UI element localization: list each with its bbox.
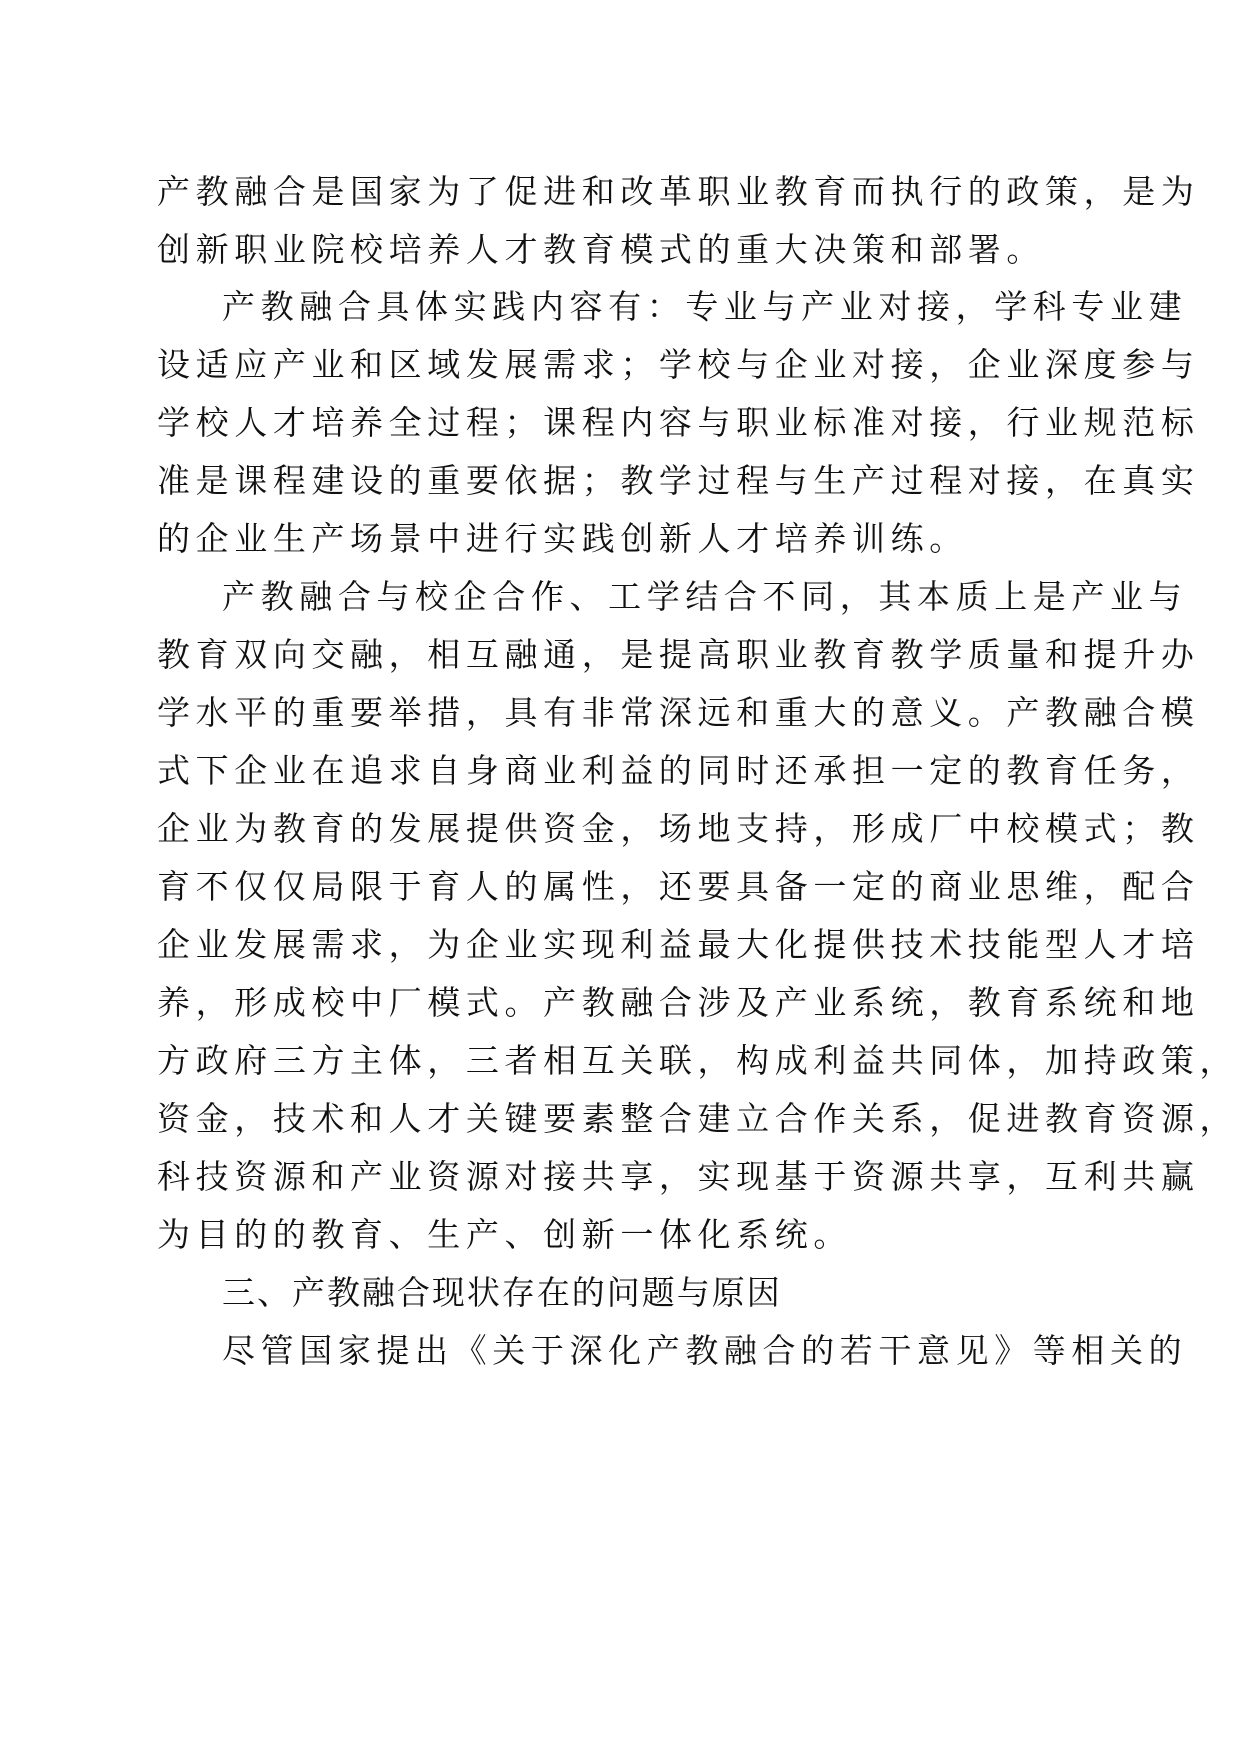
paragraph-3-line-9: 方政府三方主体，三者相互关联，构成利益共同体，加持政策，	[157, 1041, 1239, 1080]
section-heading: 三、产教融合现状存在的问题与原因	[222, 1273, 782, 1312]
paragraph-3-line-6: 育不仅仅局限于育人的属性，还要具备一定的商业思维，配合	[157, 867, 1200, 906]
paragraph-2-line-4: 准是课程建设的重要依据；教学过程与生产过程对接，在真实	[157, 461, 1200, 500]
paragraph-2-line-3: 学校人才培养全过程；课程内容与职业标准对接，行业规范标	[157, 403, 1200, 442]
paragraph-3-line-7: 企业发展需求，为企业实现利益最大化提供技术技能型人才培	[157, 925, 1200, 964]
paragraph-4-line-1: 尽管国家提出《关于深化产教融合的若干意见》等相关的	[222, 1331, 1188, 1370]
paragraph-3-line-12: 为目的的教育、生产、创新一体化系统。	[157, 1215, 852, 1254]
paragraph-3-line-3: 学水平的重要举措，具有非常深远和重大的意义。产教融合模	[157, 693, 1200, 732]
paragraph-1-line-1: 产教融合是国家为了促进和改革职业教育而执行的政策，是为	[157, 172, 1200, 211]
paragraph-3-line-2: 教育双向交融，相互融通，是提高职业教育教学质量和提升办	[157, 635, 1200, 674]
paragraph-2-line-5: 的企业生产场景中进行实践创新人才培养训练。	[157, 519, 968, 558]
paragraph-1-line-2: 创新职业院校培养人才教育模式的重大决策和部署。	[157, 230, 1046, 269]
paragraph-3-line-1: 产教融合与校企合作、工学结合不同，其本质上是产业与	[222, 577, 1188, 616]
paragraph-3-line-11: 科技资源和产业资源对接共享，实现基于资源共享，互利共赢	[157, 1157, 1200, 1196]
paragraph-2-line-1: 产教融合具体实践内容有：专业与产业对接，学科专业建	[222, 287, 1188, 326]
paragraph-3-line-10: 资金，技术和人才关键要素整合建立合作关系，促进教育资源，	[157, 1099, 1239, 1138]
paragraph-3-line-5: 企业为教育的发展提供资金，场地支持，形成厂中校模式；教	[157, 809, 1200, 848]
paragraph-3-line-8: 养，形成校中厂模式。产教融合涉及产业系统，教育系统和地	[157, 983, 1200, 1022]
paragraph-2-line-2: 设适应产业和区域发展需求；学校与企业对接，企业深度参与	[157, 345, 1200, 384]
paragraph-3-line-4: 式下企业在追求自身商业利益的同时还承担一定的教育任务，	[157, 751, 1200, 790]
